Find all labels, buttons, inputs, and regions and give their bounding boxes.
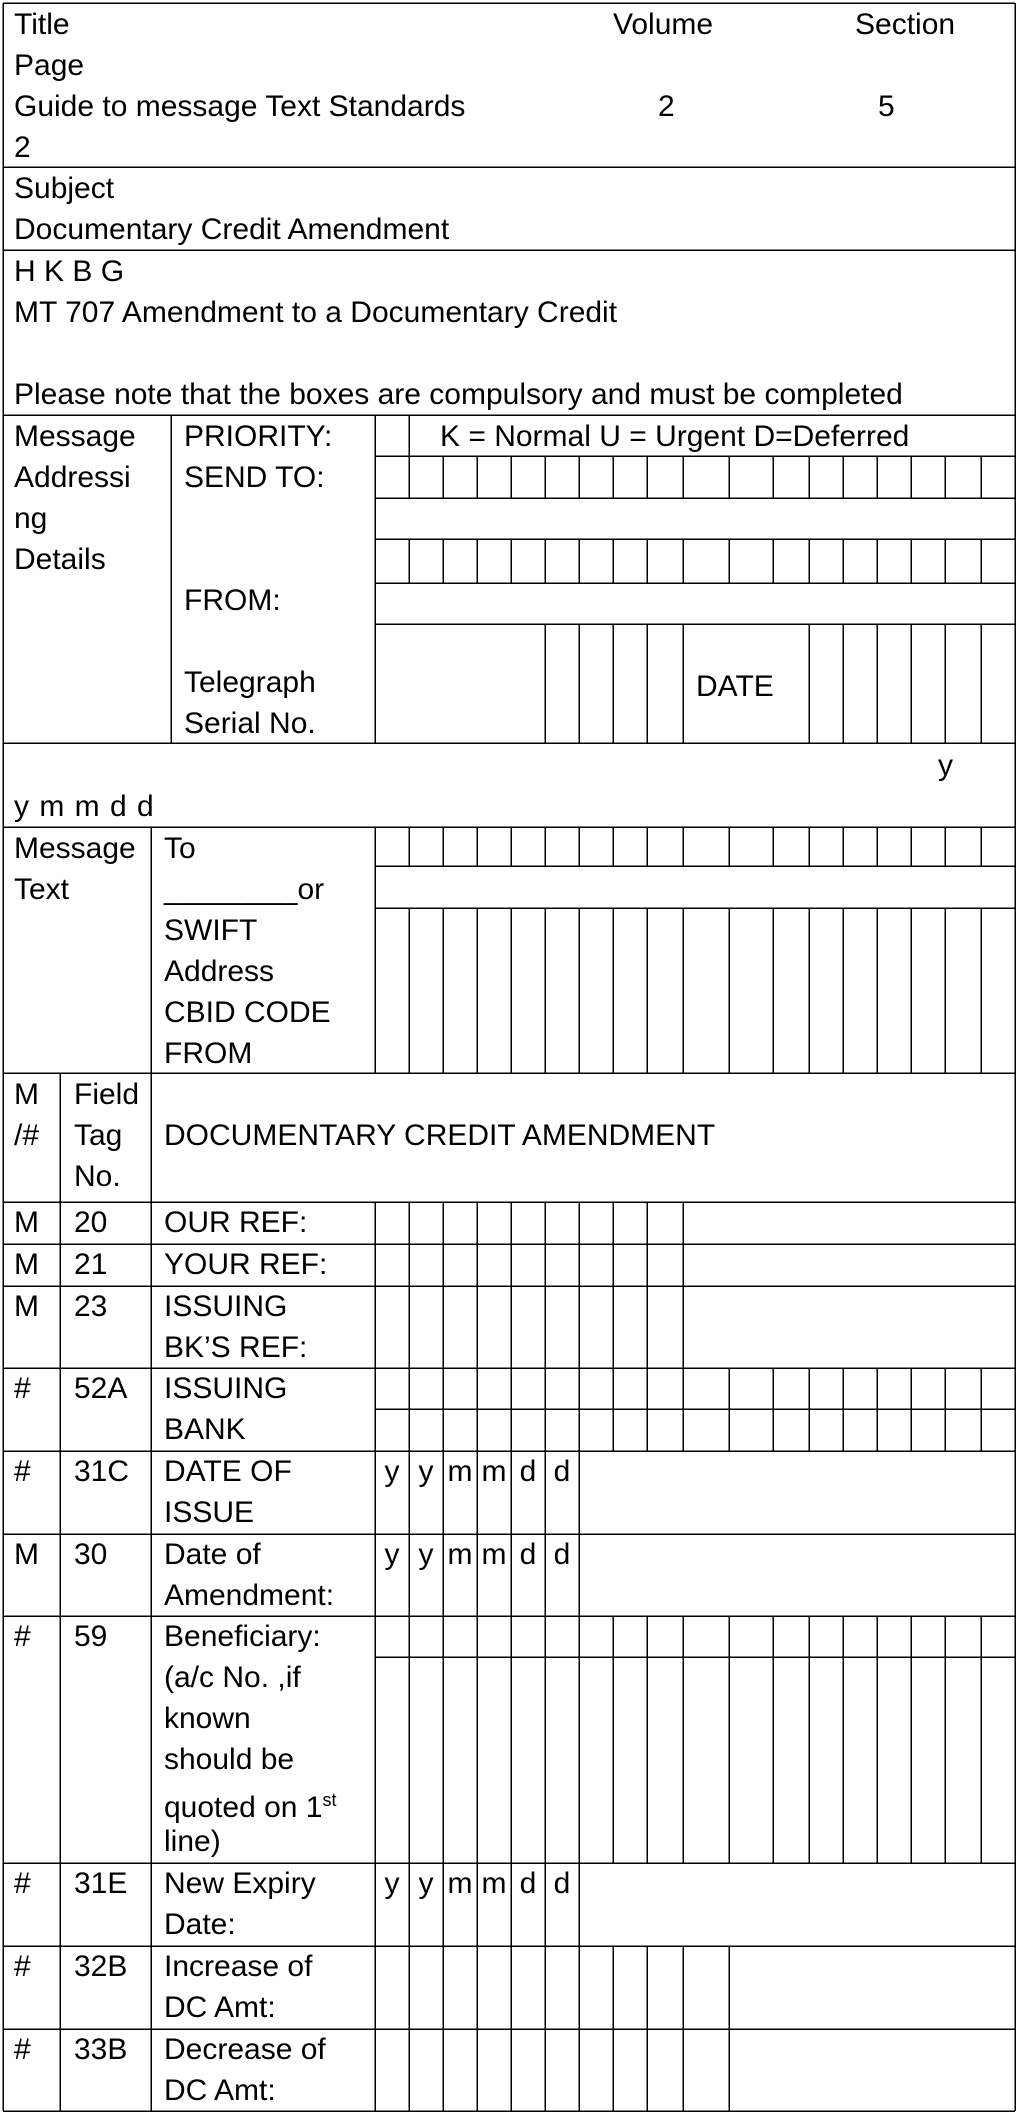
date-format-letter: y (384, 1538, 400, 1571)
telegraph-label-line: Serial No. (184, 707, 316, 740)
field-tag: 30 (74, 1538, 108, 1571)
telegraph-label-line: Telegraph (184, 666, 316, 699)
field-label-line: Decrease of (164, 2033, 326, 2066)
field-m: # (14, 1620, 31, 1653)
mt-title: MT 707 Amendment to a Documentary Credit (14, 296, 618, 329)
field-label-line: known (164, 1702, 251, 1735)
addressing-label-line: ng (14, 502, 48, 535)
date-format-letter: d (519, 1455, 537, 1488)
field-label-text: quoted on 1 (164, 1791, 323, 1824)
field-label-line: ISSUING (164, 1372, 288, 1405)
field-m: M (14, 1290, 39, 1323)
field-m: M (14, 1248, 39, 1281)
date-format-label: y m m d d (14, 790, 154, 823)
date-format-letter: m (447, 1538, 473, 1571)
tag-header-line: No. (74, 1160, 121, 1193)
field-m: M (14, 1206, 39, 1239)
to-label-line: ________or (164, 873, 325, 906)
compulsory-note: Please note that the boxes are compulsory and must be completed (14, 378, 903, 411)
field-label-line: BANK (164, 1413, 246, 1446)
field-label-line: ISSUING (164, 1290, 288, 1323)
priority-label: PRIORITY: (184, 420, 333, 453)
tag-header-line: Tag (74, 1119, 123, 1152)
date-format-letter: m (447, 1867, 473, 1900)
date-format-letter: d (553, 1867, 571, 1900)
field-tag: 59 (74, 1620, 108, 1653)
field-label-line: DC Amt: (164, 2074, 276, 2107)
message-text-label-line: Text (14, 873, 70, 906)
date-format-letter: d (519, 1538, 537, 1571)
priority-options: K = Normal U = Urgent D=Deferred (440, 420, 910, 453)
field-tag: 32B (74, 1950, 128, 1983)
field-tag: 33B (74, 2033, 128, 2066)
mh-header-line: M (14, 1078, 39, 1111)
title-label: Title (14, 8, 70, 41)
date-format-letter: y (384, 1867, 400, 1900)
date-label: DATE (696, 670, 774, 703)
date-format-letter: y (418, 1455, 434, 1488)
field-label-line: DATE OF (164, 1455, 292, 1488)
section-value: 5 (878, 90, 895, 123)
addressing-label-line: Addressi (14, 461, 131, 494)
field-m: # (14, 1950, 31, 1983)
mh-header-line: /# (14, 1119, 40, 1152)
date-y-label: y (938, 749, 953, 782)
page-label: Page (14, 49, 85, 82)
amendment-title: DOCUMENTARY CREDIT AMENDMENT (164, 1119, 716, 1152)
field-label-line: Date: (164, 1908, 236, 1941)
date-format-letter: y (418, 1867, 434, 1900)
field-tag: 31E (74, 1867, 128, 1900)
field-label-line: DC Amt: (164, 1991, 276, 2024)
field-label-line: Date of (164, 1538, 261, 1571)
field-m: M (14, 1538, 39, 1571)
field-tag: 23 (74, 1290, 108, 1323)
date-format-letter: d (553, 1455, 571, 1488)
date-format-letter: d (553, 1538, 571, 1571)
superscript: st (322, 1790, 337, 1810)
field-label-line: ISSUE (164, 1496, 255, 1529)
title-value: Guide to message Text Standards (14, 90, 466, 123)
send-to-label: SEND TO: (184, 461, 325, 494)
field-m: # (14, 2033, 31, 2066)
volume-label: Volume (613, 8, 714, 41)
field-tag: 20 (74, 1206, 108, 1239)
from-label: FROM: (184, 584, 281, 617)
to-label-line: FROM (164, 1037, 253, 1070)
field-label-line: line) (164, 1825, 221, 1858)
date-format-letter: y (384, 1455, 400, 1488)
addressing-label-line: Message (14, 420, 136, 453)
bank-code: H K B G (14, 255, 125, 288)
field-label-line: Beneficiary: (164, 1620, 321, 1653)
field-label-line: (a/c No. ,if (164, 1661, 301, 1694)
field-tag: 21 (74, 1248, 108, 1281)
subject-label: Subject (14, 172, 115, 205)
volume-value: 2 (658, 90, 675, 123)
date-format-letter: d (519, 1867, 537, 1900)
field-tag: 52A (74, 1372, 128, 1405)
tag-header-line: Field (74, 1078, 140, 1111)
subject-value: Documentary Credit Amendment (14, 213, 450, 246)
field-m: # (14, 1867, 31, 1900)
date-format-letter: m (481, 1867, 507, 1900)
field-label-line: Amendment: (164, 1579, 335, 1612)
field-label-line: OUR REF: (164, 1206, 308, 1239)
date-format-letter: m (447, 1455, 473, 1488)
to-label-line: SWIFT (164, 914, 258, 947)
field-m: # (14, 1455, 31, 1488)
field-m: # (14, 1372, 31, 1405)
field-label-line: BK’S REF: (164, 1331, 308, 1364)
to-label-line: Address (164, 955, 275, 988)
field-label-line: should be (164, 1743, 295, 1776)
message-text-label-line: Message (14, 832, 136, 865)
page-value: 2 (14, 131, 31, 164)
field-label-line: YOUR REF: (164, 1248, 328, 1281)
addressing-label-line: Details (14, 543, 106, 576)
to-label-line: To (164, 832, 196, 865)
field-label-line: New Expiry (164, 1867, 316, 1900)
to-label-line: CBID CODE (164, 996, 331, 1029)
field-tag: 31C (74, 1455, 130, 1488)
date-format-letter: m (481, 1538, 507, 1571)
date-format-letter: m (481, 1455, 507, 1488)
date-format-letter: y (418, 1538, 434, 1571)
field-label-line: Increase of (164, 1950, 313, 1983)
section-label: Section (855, 8, 956, 41)
